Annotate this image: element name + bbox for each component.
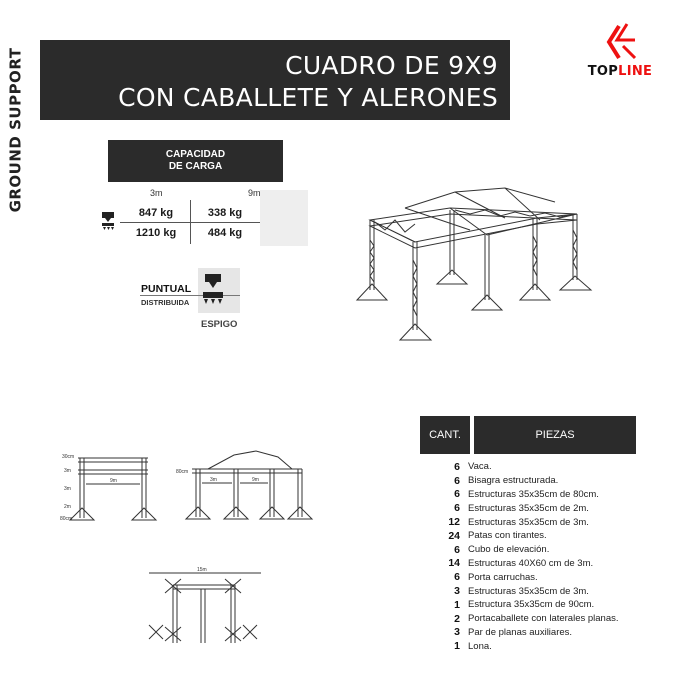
dim-left-3m: 3m (64, 468, 71, 474)
front-elevation-drawing (60, 448, 160, 523)
capacity-col-9m: 9m (248, 188, 261, 198)
parts-row (420, 460, 680, 474)
capacity-heading-line-1: CAPACIDAD (165, 149, 226, 160)
part-description: Porta carruchas. (468, 571, 538, 583)
part-description: Estructuras 35x35cm de 3m. (468, 585, 589, 597)
truss-3d-drawing (345, 180, 605, 350)
title-line-1: CUADRO DE 9X9 (285, 51, 498, 80)
part-description: Par de planas auxiliares. (468, 626, 573, 638)
part-description: Bisagra estructurada. (468, 475, 559, 487)
part-quantity: 24 (448, 529, 460, 542)
dim-plan-15m: 15m (197, 567, 207, 573)
logo-mark-icon (605, 22, 639, 62)
part-description: Vaca. (468, 461, 492, 473)
part-quantity: 14 (448, 557, 460, 570)
title-band (40, 40, 510, 120)
brand-logo (575, 22, 665, 82)
part-quantity: 3 (454, 626, 460, 639)
part-quantity: 6 (454, 488, 460, 501)
dim-mid-left: 80cm (176, 469, 189, 475)
part-description: Portacaballete con laterales planas. (468, 613, 619, 625)
parts-row (420, 557, 680, 571)
dim-mid-9m: 9m (252, 477, 259, 483)
part-quantity: 1 (454, 640, 460, 653)
capacity-heading-line-2: DE CARGA (168, 161, 223, 172)
legend-espigo: ESPIGO (201, 319, 238, 330)
parts-row (420, 474, 680, 488)
side-label-text: GROUND SUPPORT (6, 47, 25, 213)
parts-row (420, 598, 680, 612)
dim-left-2m: 2m (64, 504, 71, 510)
parts-row (420, 570, 680, 584)
dim-mid-3m: 3m (210, 477, 217, 483)
legend-distribuida: DISTRIBUIDA (141, 298, 190, 307)
part-quantity: 6 (454, 474, 460, 487)
part-quantity: 2 (454, 612, 460, 625)
part-quantity: 12 (448, 516, 460, 529)
legend-puntual: PUNTUAL (141, 283, 192, 295)
parts-list (420, 460, 680, 653)
parts-row (420, 626, 680, 640)
parts-row (420, 501, 680, 515)
title-line-2: CON CABALLETE Y ALERONES (118, 83, 498, 112)
logo-text-top: TOP (587, 64, 619, 79)
part-quantity: 3 (454, 585, 460, 598)
part-description: Estructuras 35x35cm de 3m. (468, 516, 589, 528)
logo-text (575, 64, 665, 79)
capacity-heading (108, 140, 283, 182)
dim-left-bottom: 80cm (60, 516, 73, 522)
capacity-r2-3m: 1210 kg (135, 226, 177, 239)
capacity-col-3m: 3m (150, 188, 163, 198)
part-quantity: 6 (454, 543, 460, 556)
part-description: Patas con tirantes. (468, 530, 547, 542)
part-description: Estructuras 40X60 cm de 3m. (468, 557, 594, 569)
table-header-piezas: PIEZAS (474, 416, 636, 454)
side-elevation-drawing (172, 445, 327, 523)
table-header-cant: CANT. (420, 416, 470, 454)
parts-row (420, 543, 680, 557)
logo-text-line: LINE (618, 64, 653, 79)
side-label (4, 40, 26, 220)
part-quantity: 6 (454, 460, 460, 473)
part-description: Estructuras 35x35cm de 80cm. (468, 488, 599, 500)
part-description: Cubo de elevación. (468, 544, 550, 556)
parts-row (420, 639, 680, 653)
part-description: Lona. (468, 640, 492, 652)
capacity-r1-9m: 338 kg (207, 206, 243, 219)
dim-left-3m-b: 3m (64, 486, 71, 492)
part-quantity: 1 (454, 598, 460, 611)
part-quantity: 6 (454, 502, 460, 515)
parts-row (420, 612, 680, 626)
capacity-shade (260, 190, 308, 246)
parts-row (420, 584, 680, 598)
capacity-r2-9m: 484 kg (207, 226, 243, 239)
dim-left-span: 9m (110, 478, 117, 484)
part-description: Estructuras 35x35cm de 2m. (468, 502, 589, 514)
load-type-icon (100, 210, 116, 232)
part-quantity: 6 (454, 571, 460, 584)
parts-row (420, 515, 680, 529)
parts-row (420, 529, 680, 543)
part-description: Estructura 35x35cm de 90cm. (468, 599, 595, 611)
parts-row (420, 488, 680, 502)
dim-left-top: 30cm (62, 454, 75, 460)
plan-view-drawing (145, 565, 265, 650)
point-load-icon (201, 272, 227, 308)
capacity-r1-3m: 847 kg (138, 206, 174, 219)
